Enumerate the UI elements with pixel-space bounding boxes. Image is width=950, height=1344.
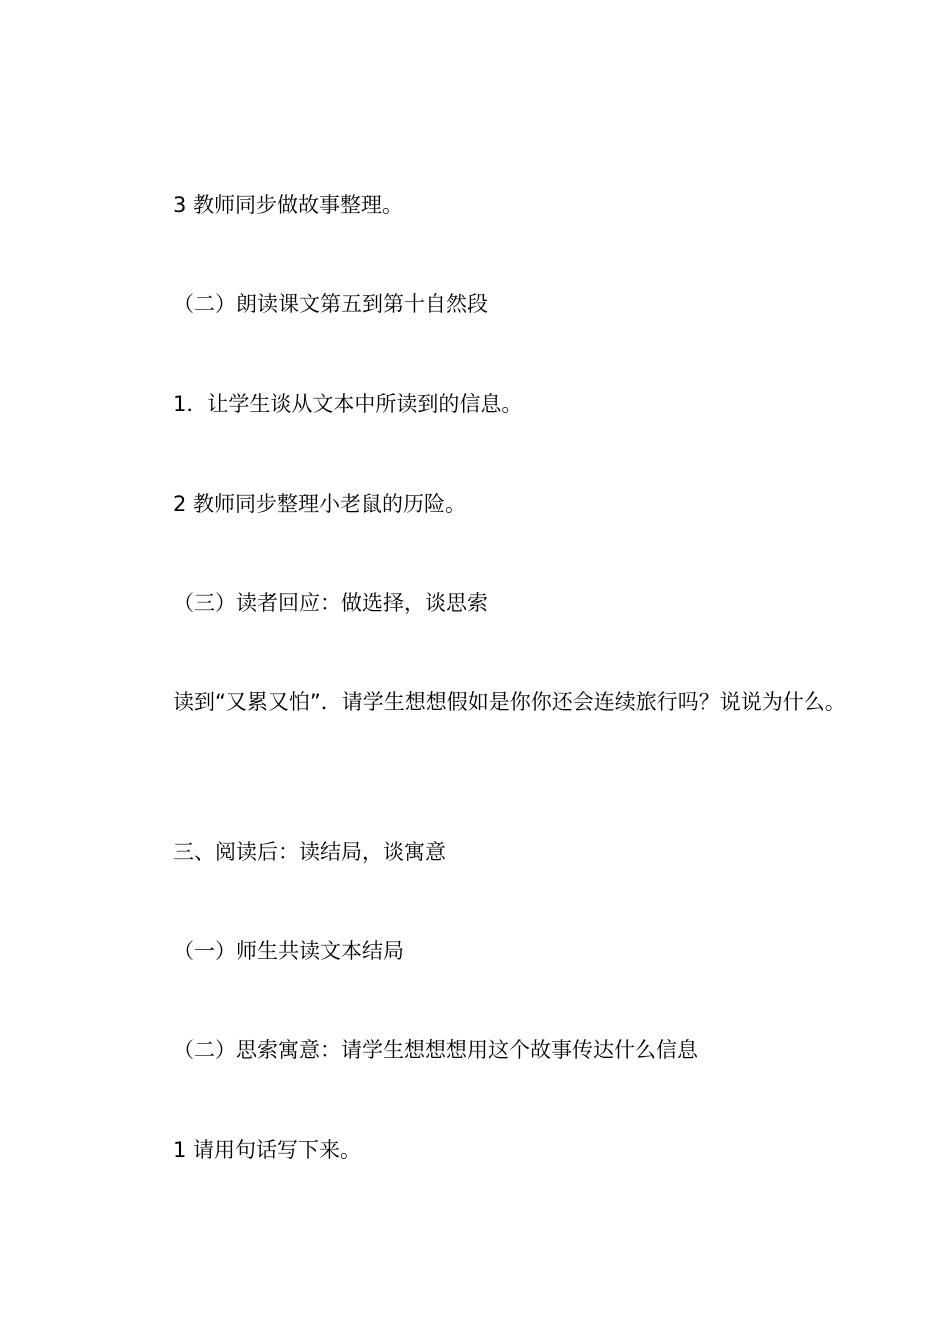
paragraph-item-2-mouse-adventure: 2 教师同步整理小老鼠的历险。: [173, 492, 467, 516]
paragraph-section-1-shared-reading: （一）师生共读文本结局: [173, 939, 404, 963]
paragraph-reading-question: 读到“又累又怕”．请学生想想假如是你你还会连续旅行吗？说说为什么。: [173, 690, 846, 714]
paragraph-section-2-reflect-meaning: （二）思索寓意：请学生想想想用这个故事传达什么信息: [173, 1038, 698, 1062]
paragraph-section-2-read-aloud: （二）朗读课文第五到第十自然段: [173, 292, 488, 316]
heading-after-reading: 三、阅读后：读结局，谈寓意: [173, 840, 446, 864]
paragraph-section-3-reader-response: （三）读者回应：做选择，谈思索: [173, 591, 488, 615]
paragraph-item-1-write-sentence: 1 请用句话写下来。: [173, 1138, 362, 1162]
paragraph-step-3-story-arrangement: 3 教师同步做故事整理。: [173, 193, 404, 217]
paragraph-item-1-discuss-info: 1．让学生谈从文本中所读到的信息。: [173, 392, 523, 416]
